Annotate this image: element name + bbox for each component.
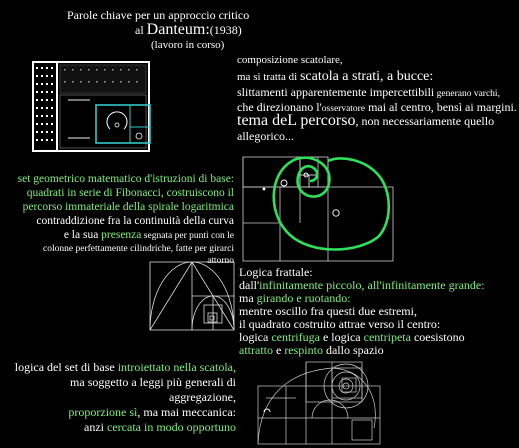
heading-line1: Parole chiave per un approccio critico [67, 8, 250, 22]
block1-line6: allegorico... [237, 129, 294, 143]
heading-title: Danteum: [146, 21, 210, 38]
block3-line5: il quadrato costruito attrae verso il centro: [239, 317, 441, 331]
block1-line4-a: che direzionano l' [237, 100, 322, 114]
heading-line3: (lavoro in corso) [151, 39, 225, 51]
block2-line3: percorso immateriale della spirale logaritmica [22, 201, 234, 213]
block3-line6-d: centripeta [363, 330, 411, 344]
heading-year: (1938) [209, 23, 242, 37]
block2-line1: set geometrico matematico d'istruzioni di base: [17, 173, 234, 185]
block4-line4-b: , ma mai meccanica: [137, 405, 236, 419]
block1-line2-b: scatola a strati, a bucce [299, 69, 430, 84]
block3-line4: mentre oscillo fra questi due estremi, [239, 304, 417, 318]
block4-line4 [4, 405, 236, 420]
block3-line3-b: girando e ruotando: [256, 291, 351, 305]
block1-line4-b: osservatore [321, 104, 366, 114]
block3-line2 [239, 279, 485, 291]
block3-line2-a: dall' [239, 278, 260, 292]
block3-line6-c: e logica [319, 330, 364, 344]
block2-line5 [4, 228, 234, 243]
block4-text [4, 360, 236, 435]
block4-line1 [4, 360, 236, 375]
heading-line2 [135, 22, 242, 38]
block1-line2-c: : [429, 69, 434, 84]
block2-line7: attorno [207, 256, 234, 266]
block2-line2: quadrati in serie di Fibonacci, costruiscono il [26, 187, 234, 199]
block2-text [4, 172, 234, 267]
block1-line3 [237, 84, 500, 100]
danteum-plan-image [28, 57, 154, 156]
block1-line5 [237, 113, 494, 129]
block4-line3: aggregazione, [169, 390, 236, 404]
block3-line3-a: ma [239, 291, 257, 305]
spiral-curve [274, 158, 389, 250]
block3-line7-a: attratto [239, 343, 273, 357]
fibonacci-spiral-diagram [240, 153, 394, 263]
block4-line1-a: logica del set di base [14, 360, 118, 374]
block4-line5-b: cercata in modo opportuno [107, 420, 236, 434]
block1-line1: composizione scatolare, [237, 54, 343, 66]
block3-line7-d: dallo spazio [322, 343, 384, 357]
block3-line6 [239, 331, 465, 343]
block2-line5-b: presenza [101, 229, 142, 241]
block4-line2: ma soggetto a leggi più generali di [70, 375, 236, 389]
block3-line6-b: centrifuga [271, 330, 320, 344]
block1-line3-b: generano varchi, [434, 89, 500, 99]
block2-line6: colonne perfettamente cilindriche, fatte per girarci [43, 244, 234, 254]
block3-line1: Logica frattale: [239, 265, 313, 279]
block1-line4-c: mai al centro, bensì ai margini. [365, 100, 517, 114]
heading-prefix: al [135, 23, 147, 37]
block1-line3-a: slittamenti apparentemente impercettibili [237, 85, 435, 99]
block1-line2-a: ma si tratta di [237, 71, 300, 83]
block3-line7-b: e [272, 343, 285, 357]
block3-line3 [239, 292, 351, 304]
fractal-square-diagram [149, 261, 235, 331]
block3-line7-c: respinto [284, 343, 323, 357]
block3-line6-a: logica [239, 330, 272, 344]
block3-line2-b: infinitamente piccolo, all'infinitamente grande: [259, 278, 485, 292]
block4-line5 [4, 420, 236, 435]
block3-line6-e: coesistono [410, 330, 465, 344]
block1-line5-a: tema deL percorso [237, 112, 356, 129]
block3-line7 [239, 344, 384, 356]
block4-line4-a: proporzione sì [68, 405, 138, 419]
block2-line4: contraddizione fra la continuità della curva [36, 215, 234, 227]
block2-line5-a: e la sua [63, 229, 102, 241]
block1-line5-b: , non necessariamente quello [355, 114, 495, 128]
block4-line1-b: introiettato nella scatola, [117, 360, 236, 374]
block4-line5-a: anzi [84, 420, 108, 434]
block2-line5-c: segnata per punti con le [141, 231, 234, 241]
spiral-squares-sketch [246, 358, 383, 446]
block1-line2 [237, 68, 433, 84]
